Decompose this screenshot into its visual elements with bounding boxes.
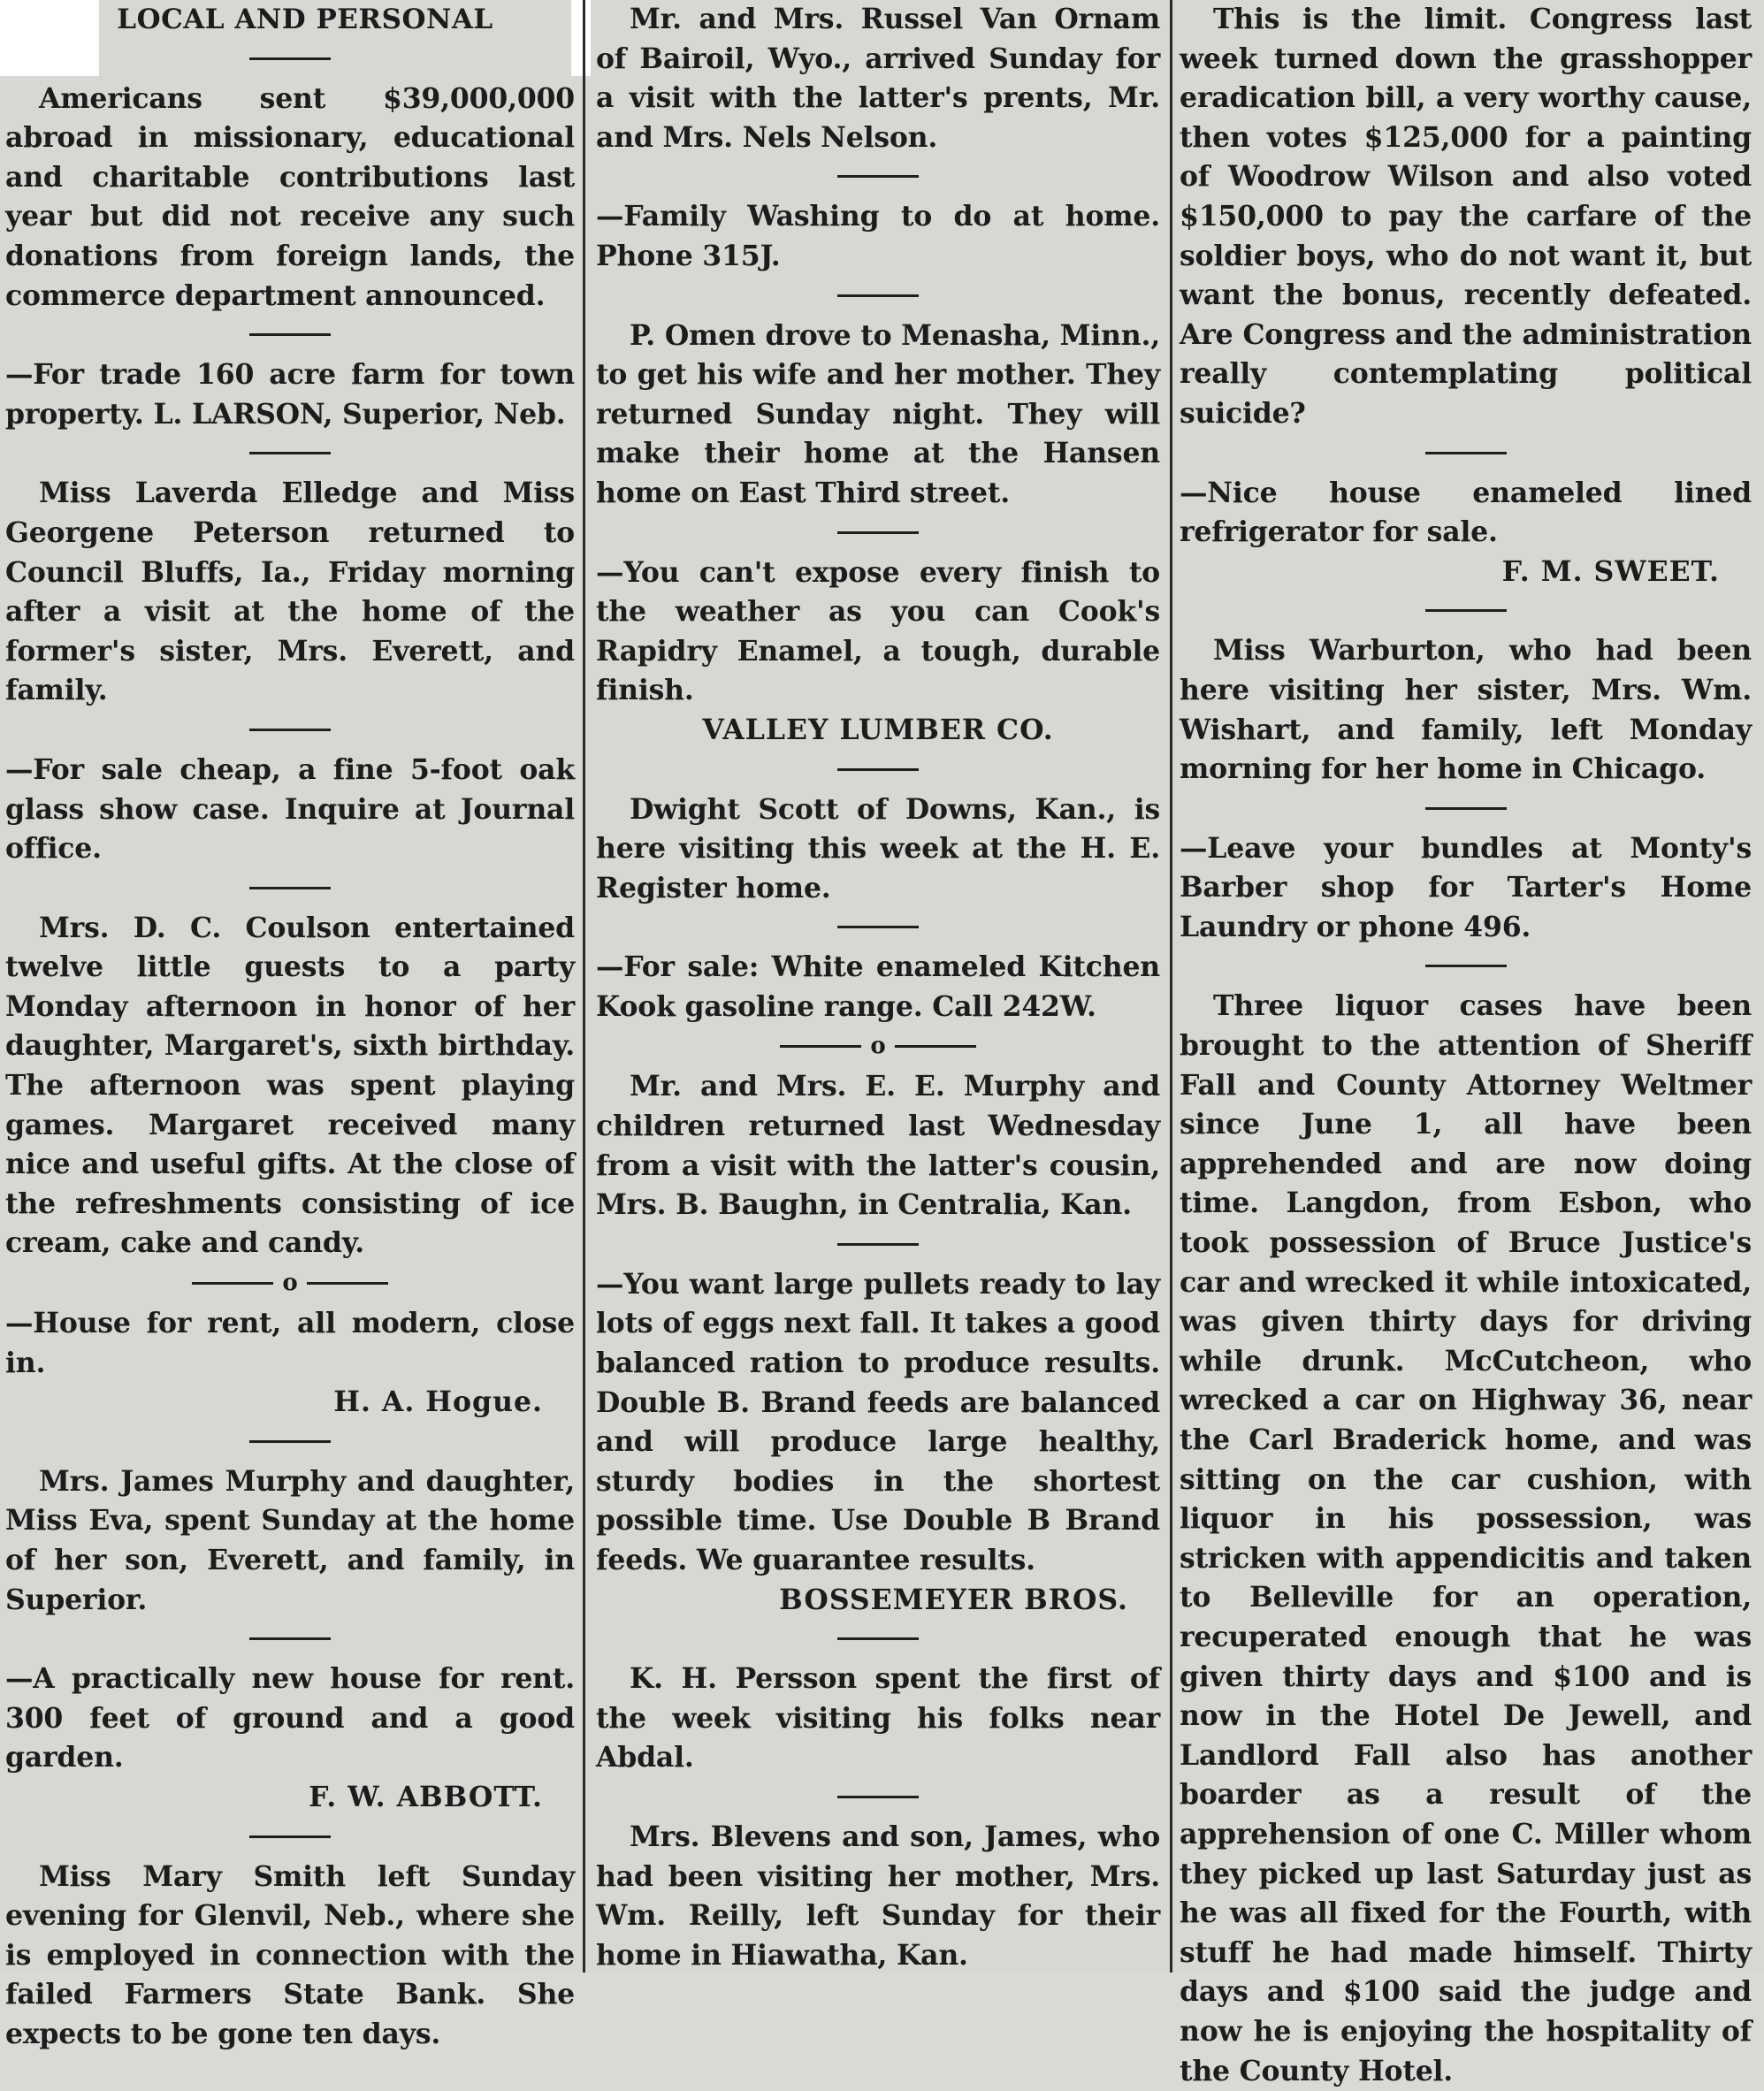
- news-item: Three liquor cases have been brought to the attention of Sheriff Fall and County Attorney Weltmer since June 1, all have been apprehended and are now doing time. Langdon, from Esbon, who took possession of Bruce Justice's car and wrecked it while intoxicated, was given thirty days for driving while drunk. McCutcheon, who wrecked a car on Highway 36, near the Carl Braderick home, and was sitting on the car cushion, with liquor in his possession, was stricken with appendicitis and taken to Belleville for an operation, recuperated enough that he was given thirty days and $100 and is now in the Hotel De Jewell, and Landlord Fall also has another boarder as a result of the apprehension of one C. Miller whom they picked up last Saturday just as he was all fixed for the Fourth, with stuff he had made himself. Thirty days and $100 said the judge and now he is enjoying the hospitality of the County Hotel.: [1180, 989, 1752, 2087]
- news-item: —A practically new house for rent. 300 feet of ground and a good garden.: [5, 1662, 575, 1774]
- separator-rule: [1425, 807, 1507, 810]
- rule-segment: [780, 1045, 861, 1048]
- separator-rule: [249, 887, 331, 889]
- separator-rule: [249, 452, 331, 454]
- signature: F. W. ABBOTT.: [309, 1780, 543, 1813]
- separator-rule: [1425, 965, 1507, 967]
- news-item: Mr. and Mrs. Russel Van Ornam of Bairoil, Wyo., arrived Sunday for a visit with the latter's prents, Mr. and Mrs. Nels Nelson.: [596, 3, 1160, 154]
- separator-rule: [249, 1637, 331, 1640]
- separator-rule: [837, 926, 919, 928]
- rule-segment: [895, 1045, 976, 1048]
- news-item: —For trade 160 acre farm for town property. L. LARSON, Superior, Neb.: [5, 358, 575, 431]
- separator-rule: [837, 294, 919, 297]
- column-rule: [1170, 0, 1172, 1973]
- separator-rule: [249, 729, 331, 731]
- news-item: Miss Laverda Elledge and Miss Georgene Peterson returned to Council Bluffs, Ia., Friday morning after a visit at the home of the former's sister, Mrs. Everett, and family.: [5, 477, 575, 707]
- news-item: K. H. Persson spent the first of the week visiting his folks near Abdal.: [596, 1662, 1160, 1774]
- news-item: Mrs. James Murphy and daughter, Miss Eva, spent Sunday at the home of her son, Everett, and family, in Superior.: [5, 1464, 575, 1616]
- signature: F. M. SWEET.: [1501, 554, 1720, 588]
- rule-ornament: o: [282, 1270, 298, 1297]
- news-item: This is the limit. Congress last week turned down the grasshopper eradication bill, a very worthy cause, then votes $125,000 for a painting of Woodrow Wilson and also voted $150,000 to pay the carfare of the soldier boys, who do not want it, but want the bonus, recently defeated. Are Congress and the administration really contemplating political suicide?: [1180, 3, 1752, 430]
- separator-rule: [249, 1440, 331, 1443]
- news-item: Miss Warburton, who had been here visiting her sister, Mrs. Wm. Wishart, and family, left Monday morning for her home in Chicago.: [1180, 634, 1752, 786]
- separator-rule: [249, 57, 331, 60]
- news-item: P. Omen drove to Menasha, Minn., to get his wife and her mother. They returned Sunday night. They will make their home at the Hansen home on East Third street.: [596, 318, 1160, 509]
- separator-rule: [837, 175, 919, 178]
- news-item: —You can't expose every finish to the weather as you can Cook's Rapidry Enamel, a tough, durable finish.: [596, 555, 1160, 707]
- separator-rule: [837, 1637, 919, 1640]
- signature: H. A. Hogue.: [333, 1385, 543, 1419]
- news-item: —For sale cheap, a fine 5-foot oak glass show case. Inquire at Journal office.: [5, 752, 575, 866]
- news-item: Mr. and Mrs. E. E. Murphy and children returned last Wednesday from a visit with the latter's cousin, Mrs. B. Baughn, in Centralia, Kan.: [596, 1070, 1160, 1222]
- news-item: Miss Mary Smith left Sunday evening for Glenvil, Neb., where she is employed in connection with the failed Farmers State Bank. She expects to be gone ten days.: [5, 1859, 575, 2050]
- separator-rule: [837, 1243, 919, 1246]
- news-item: —You want large pullets ready to lay lots of eggs next fall. It takes a good balanced ration to produce results. Double B. Brand feeds are balanced and will produce large healthy, sturdy bodies in the shortest possible time. Use Double B Brand feeds. We guarantee results.: [596, 1267, 1160, 1576]
- news-item: —House for rent, all modern, close in.: [5, 1307, 575, 1379]
- separator-rule: [837, 768, 919, 771]
- advertiser-name: VALLEY LUMBER CO.: [702, 713, 1054, 746]
- news-item: Mrs. Blevens and son, James, who had been visiting her mother, Mrs. Wm. Reilly, left Sunday for their home in Hiawatha, Kan.: [596, 1820, 1160, 1972]
- separator-rule: [837, 1796, 919, 1798]
- signature: BOSSEMEYER BROS.: [779, 1583, 1128, 1616]
- separator-rule: [837, 531, 919, 534]
- column-3: [1174, 0, 1764, 2087]
- separator-rule: [249, 333, 331, 336]
- news-item: —Leave your bundles at Monty's Barber shop for Tarter's Home Laundry or phone 496.: [1180, 831, 1752, 943]
- column-2: [587, 0, 1167, 1973]
- section-heading: LOCAL AND PERSONAL: [117, 4, 493, 35]
- separator-rule-o: [5, 1270, 575, 1297]
- news-item: —For sale: White enameled Kitchen Kook gasoline range. Call 242W.: [596, 950, 1160, 1023]
- news-item: —Family Washing to do at home. Phone 315J.: [596, 200, 1160, 272]
- separator-rule: [1425, 452, 1507, 454]
- rule-segment: [307, 1282, 388, 1285]
- news-item: Mrs. D. C. Coulson entertained twelve little guests to a party Monday afternoon in honor of her daughter, Margaret's, sixth birthday. The afternoon was spent playing games. Margaret received many nice and useful gifts. At the close of the refreshments consisting of ice cream, cake and candy.: [5, 911, 575, 1260]
- news-item: Dwight Scott of Downs, Kan., is here visiting this week at the H. E. Register home.: [596, 792, 1160, 904]
- separator-rule-o: [596, 1033, 1160, 1060]
- column-1: [0, 0, 580, 2050]
- separator-rule: [249, 1835, 331, 1838]
- column-rule: [583, 0, 585, 1973]
- news-item: —Nice house enameled lined refrigerator for sale.: [1180, 476, 1752, 549]
- rule-segment: [192, 1282, 273, 1285]
- rule-ornament: o: [870, 1033, 886, 1060]
- separator-rule: [1425, 609, 1507, 612]
- news-item: Americans sent $39,000,000 abroad in missionary, educational and charitable contributions last year but did not receive any such donations from foreign lands, the commerce department announced.: [5, 81, 575, 312]
